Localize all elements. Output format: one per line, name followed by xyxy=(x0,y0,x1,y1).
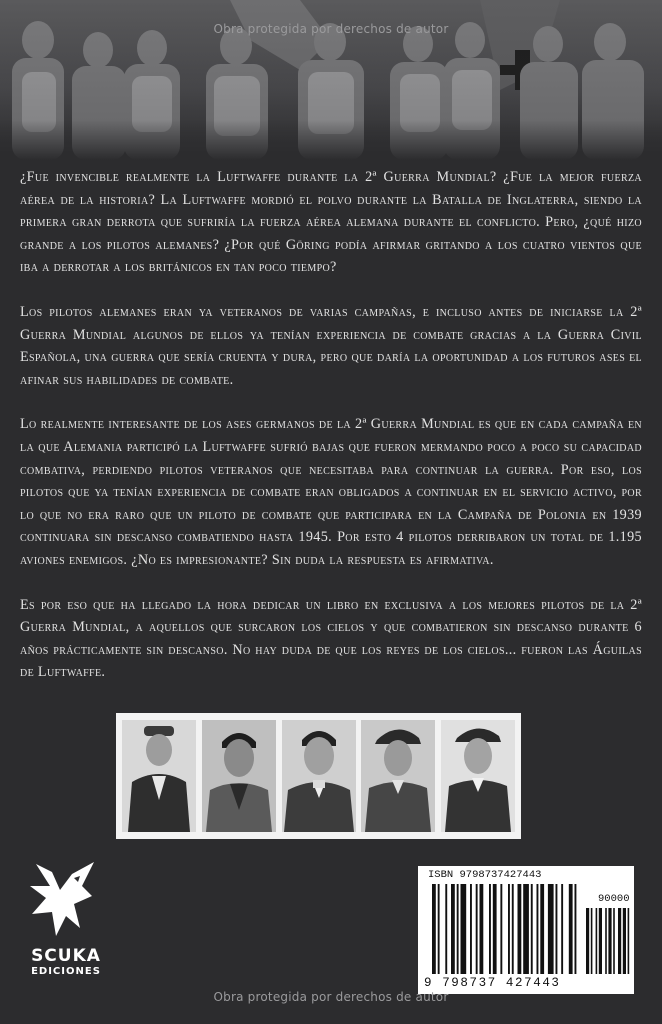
pilot-portrait xyxy=(122,720,196,832)
watermark-bottom: Obra protegida por derechos de autor xyxy=(213,990,449,1004)
price-code: 90000 xyxy=(598,893,630,905)
pilot-portrait xyxy=(441,720,515,832)
pilot-portrait xyxy=(361,720,435,832)
isbn-barcode xyxy=(418,866,634,994)
paragraph-3: Lo realmente interesante de los ases germanos de la 2ª Guerra Mundial es que en cada campaña en la que Alemania participó la Luftwaffe sufrió bajas que fueron mermando poco a poco su capacidad combativa, perdiendo pilotos veteranos que necesitaba para continuar la guerra. Por eso, los pilotos que ya tenían experiencia de combate eran obligados a continuar en el servicio activo, por lo que no era raro que un piloto de combate que participara en la Campaña de Polonia en 1939 continuara sin descanso combatiendo hasta 1945. Por esto 4 pilotos derribaron un total de 1.195 aviones enemigos. ¿No es impresionante? Sin duda la respuesta es afirmativa. xyxy=(20,416,642,568)
paragraph-4: Es por eso que ha llegado la hora dedicar un libro en exclusiva a los mejores pilotos de la 2ª Guerra Mundial, a aquellos que surcaron los cielos y que combatieron sin descanso durante 6 años prácticamente sin descanso. No hay duda de que los reyes de los cielos... fueron las Águilas de Luftwaffe. xyxy=(20,596,642,681)
publisher-subtitle: EDICIONES xyxy=(31,966,101,977)
publisher-name: SCUKA xyxy=(31,946,101,966)
isbn-text: ISBN 9798737427443 xyxy=(428,869,542,881)
paragraph-2: Los pilotos alemanes eran ya veteranos de varias campañas, e incluso antes de iniciarse la 2ª Guerra Mundial algunos de ellos ya tenían experiencia de combate gracias a la Guerra Civil Española, una guerra que sería cruenta y dura, pero que daría la oportunidad a los futuros ases el afinar sus habilidades de combate. xyxy=(20,303,642,388)
pilot-portraits-strip xyxy=(116,713,521,839)
watermark-top: Obra protegida por derechos de autor xyxy=(213,22,449,36)
barcode-bars xyxy=(418,866,634,994)
eagle-logo-icon xyxy=(22,856,110,946)
ean-digits: 9 798737 427443 xyxy=(424,976,561,990)
paragraph-1: ¿Fue invencible realmente la Luftwaffe durante la 2ª Guerra Mundial? ¿Fue la mejor fuerza aérea de la historia? La Luftwaffe mordió el polvo durante la Batalla de Inglaterra, siendo la primera gran derrota que sufriría la fuerza aérea alemana durante el conflicto. Pero, ¿qué hizo grande a los pilotos alemanes? ¿Por qué Göring podía afirmar gritando a los cuatro vientos que iba a derrotar a los británicos en tan poco tiempo? xyxy=(20,169,642,276)
back-cover-text xyxy=(20,166,642,706)
publisher-logo xyxy=(22,856,110,986)
pilot-portrait xyxy=(282,720,356,832)
pilot-portrait xyxy=(202,720,276,832)
